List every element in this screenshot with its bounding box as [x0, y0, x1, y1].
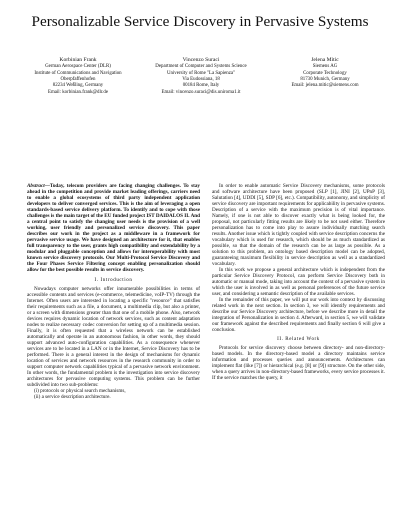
author-affiliation-line: Siemens AG — [312, 64, 338, 70]
author-affiliation-line: University of Rome "La Sapienza" — [166, 70, 236, 76]
paragraph: Nowadays computer networks offer innumerable possibilities in terms of accessible contents and services (e-commerce, telemedicine, voIP-TV) through the Internet. Often users are interested in locating a specific "resource" that satisfies their requirements such as a file, a document, a multimedia clip, but also a printer, or a screen with dimensions greater than that one of a mobile phone. Also, network devices requires dynamic location of network services, such as content adaptation nodes to realize necessary codec conversion for setting up of a multimedia session. Finally, it is often requested that a wireless network can be established automatically and operate in an autonomous fashion, in other words, they should support advanced auto-configuration capabilities. As a consequence whenever services are to be located in a LAN or in the Internet, Service Discovery has to be performed. There is a general interest in the design of mechanisms for dynamic location of services and network resources in the research community in order to support computer network capabilities typical of a pervasive network environment. In other words, the fundamental problem is the investigation into service discovery architectures for pervasive computing systems. This problem can be further subdivided into two sub-problems: — [27, 286, 200, 388]
left-column — [27, 183, 200, 400]
author-3 — [264, 57, 386, 90]
section-heading-related-work: II. Related Work — [277, 337, 320, 342]
paragraph: In this work we propose a general architecture which is independent from the particular Service Discovery Protocol, can perform Service Discovery both in automatic or manual mode, taking into account the context of a pervasive system in which the user is involved in as well as personal preferences of the future service user, and considering a semantic description of the available services. — [212, 267, 385, 297]
author-affiliation-line: 82234 Weßling, Germany — [52, 83, 104, 89]
abstract — [27, 183, 200, 273]
author-email: Email: vincenzo.suraci@dis.uniroma1.it — [161, 89, 241, 95]
author-affiliation-line: Via Eudossiana, 18 — [182, 77, 220, 82]
right-column — [212, 183, 385, 381]
author-affiliation-line: 81730 Munich, Germany — [300, 77, 350, 82]
paragraph: In the remainder of this paper, we will put our work into context by discussing related work in the next section. In section 3, we will identify requirements and describe our Service Discovery architecture, before we describe more in detail the integration of Personalization in section 4. Afterward, in section 5, we will validate our framework against the described requirements and finally section 6 will give a conclusion. — [212, 297, 385, 333]
subproblem-list — [27, 388, 200, 400]
paragraph: Protocols for service discovery choose between directory- and non-directory-based models. In the directory-based model a directory maintains service information and processes queries and announcements. Architectures can implement flat (like [7]) or hierarchical (e.g. [8] or [9]) structure. On the other side, when a query arrives in non-directory-based frameworks, every service processes it. If the service matches the query, it — [212, 345, 385, 381]
author-block — [14, 57, 386, 127]
author-affiliation-line: Institute of Communications and Navigation — [34, 70, 122, 76]
author-1 — [14, 57, 142, 96]
author-name: Vincenzo Suraci — [182, 57, 220, 63]
paragraph: In order to enable automatic Service Discovery mechanisms, some protocols and software architecture have been proposed (SLP [1], JINI [2], UPnP [3], Salutation [4], UDDI [5], SDP [6], etc.). Compatibility, autonomy, and simplicity of service discovery are important requirements for applicability in pervasive systems. Description of a service with the maximum precision is of vital importance. Namely, if one is not able to discover exactly what is being looked for, the proposal, not particularly fitting results are likely to be not used either. Therefore personalization has to come into play to assure individually matching search results. Another issue which is tightly coupled with service description concerns the vocabulary which is used for research, which should be as much standardized as possible, so that the domain of the research can be as large as possible. As a solution to this problem, an ontology based description model can be adopted, guaranteeing maximum flexibility in service description as well as a standardized vocabulary. — [212, 183, 385, 267]
author-email: Email: korbinian.frank@dlr.de — [47, 89, 109, 95]
section-heading-introduction: I. Introduction — [94, 278, 133, 283]
author-name: Korbinian Frank — [59, 57, 97, 63]
author-affiliation-line: Oberpfaffenhofen — [60, 77, 96, 82]
author-2 — [137, 57, 265, 96]
author-name: Jelena Mitic — [311, 57, 339, 63]
list-item: (i) protocols or physical search mechanisms, — [34, 388, 126, 394]
author-email: Email: jelena.mitic@siemens.com — [291, 83, 359, 89]
list-item: (ii) a service description architecture. — [34, 394, 111, 400]
abstract-label: Abstract — [27, 183, 45, 189]
author-affiliation-line: Department of Computer and Systems Science — [155, 64, 247, 70]
paper-title: Personalizable Service Discovery in Pervasive Systems — [31, 13, 369, 30]
author-affiliation-line: Corporate Technology — [303, 70, 347, 76]
author-affiliation-line: German Aerospace Center (DLR) — [45, 64, 111, 70]
author-affiliation-line: 00184 Rome, Italy — [182, 83, 220, 89]
abstract-text: —Today, telecom providers are facing changing challenges. To stay ahead in the competition and provide market leading offerings, carriers need to enable a global ecosystems of third party independent application developers to deliver converged services. This is the aim of leveraging a open standards-based service delivery platform. To identify and to cope with those challenges is the main target of the EU funded project IST DAIDALOS II. And a central point to satisfy the changing user needs is the provision of a well working, user friendly and personalized service discovery. This paper describes our work in the project as a middleware in a framework for pervasive service usage. We have designed an architecture for it, that enables full transparency to the user, grants high compatibility and extendability by a modular and pluggable conception and allows for interoperability with most known service discovery protocols. Our Multi-Protocol Service Discovery and the Four Phases Service Filtering concept enabling personalization should allow for the best possible results in service discovery. — [27, 183, 200, 273]
